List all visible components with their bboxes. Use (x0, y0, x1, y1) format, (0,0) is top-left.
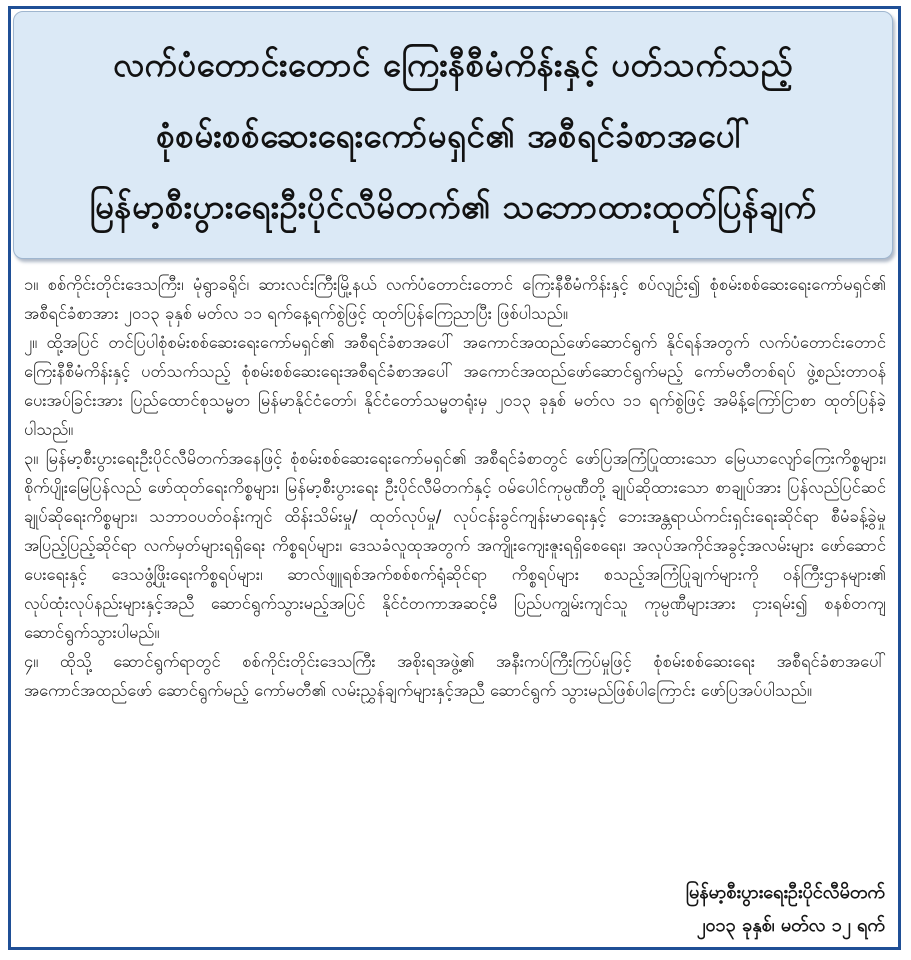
title-line-1: လက်ပံတောင်းတောင် ကြေးနီစီမံကိန်းနှင့် ပတ်သက်သည့် (112, 44, 794, 84)
paragraph-1: ၁။ စစ်ကိုင်းတိုင်းဒေသကြီး၊ မုံရွာခရိုင်၊ ဆားလင်းကြီးမြို့နယ် လက်ပံတောင်းတောင် ကြေးနီစီမံကိန်းနှင့် စပ်လျဉ်း၍ စုံစမ်းစစ်ဆေးရေးကော်မရှင်၏ အစီရင်ခံစာအား ၂၀၁၃ ခုနှစ် မတ်လ ၁၁ ရက်နေ့ရက်စွဲဖြင့် ထုတ်ပြန်ကြေညာပြီး ဖြစ်ပါသည်။ (24, 275, 886, 323)
title-box (13, 11, 893, 259)
statement-body (24, 270, 886, 705)
paragraph-2: ၂။ ထို့အပြင် တင်ပြပါစုံစမ်းစစ်ဆေးရေးကော်မရှင်၏ အစီရင်ခံစာအပေါ် အကောင်အထည်ဖော်ဆောင်ရွက် နိုင်ရန်အတွက် လက်ပံတောင်းတောင် ကြေးနီစီမံကိန်းနှင့် ပတ်သက်သည့် စုံစမ်းစစ်ဆေးရေးအစီရင်ခံစာအပေါ် အကောင်အထည်ဖော်ဆောင်ရွက်မည့် ကော်မတီတစ်ရပ် ဖွဲ့စည်းတာဝန်ပေးအပ်ခြင်းအား ပြည်ထောင်စုသမ္မတ မြန်မာနိုင်ငံတော်၊ နိုင်ငံတော်သမ္မတရုံးမှ ၂၀၁၃ ခုနှစ် မတ်လ ၁၁ ရက်စွဲဖြင့် အမိန့်ကြော်ငြာစာ ထုတ်ပြန်ခဲ့ပါသည်။ (24, 333, 886, 439)
signature-date: ၂၀၁၃ ခုနှစ်၊ မတ်လ ၁၂ ရက် (696, 915, 885, 936)
signature-block (686, 876, 885, 942)
title-line-3: မြန်မာ့စီးပွားရေးဦးပိုင်လီမိတက်၏ သဘောထားထုတ်ပြန်ချက် (89, 186, 817, 226)
paragraph-4: ၄။ ထိုသို့ ဆောင်ရွက်ရာတွင် စစ်ကိုင်းတိုင်းဒေသကြီး အစိုးရအဖွဲ့၏ အနီးကပ်ကြီးကြပ်မှုဖြင့် စုံစမ်းစစ်ဆေးရေး အစီရင်ခံစာအပေါ် အကောင်အထည်ဖော် ဆောင်ရွက်မည့် ကော်မတီ၏ လမ်းညွှန်ချက်များနှင့်အညီ ဆောင်ရွက် သွားမည်ဖြစ်ပါကြောင်း ဖော်ပြအပ်ပါသည်။ (24, 652, 886, 700)
paragraph-3: ၃။ မြန်မာ့စီးပွားရေးဦးပိုင်လီမိတက်အနေဖြင့် စုံစမ်းစစ်ဆေးရေးကော်မရှင်၏ အစီရင်ခံစာတွင် ဖော်ပြအကြံပြုထားသော မြေယာလျော်ကြေးကိစ္စများ၊ စိုက်ပျိုးမြေပြန်လည် ဖော်ထုတ်ရေးကိစ္စများ၊ မြန်မာ့စီးပွားရေး ဦးပိုင်လီမိတက်နှင့် ဝမ်ပေါင်ကုမ္ပဏီတို့ ချုပ်ဆိုထားသော စာချုပ်အား ပြန်လည်ပြင်ဆင်ချုပ်ဆိုရေးကိစ္စများ၊ သဘာဝပတ်ဝန်းကျင် ထိန်းသိမ်းမှု/ ထုတ်လုပ်မှု/ လုပ်ငန်းခွင်ကျန်းမာရေးနှင့် ဘေးအန္တရာယ်ကင်းရှင်းရေးဆိုင်ရာ စီမံခန့်ခွဲမှု အပြည့်ပြည့်ဆိုင်ရာ လက်မှတ်များရရှိရေး ကိစ္စရပ်များ၊ ဒေသခံလူထုအတွက် အကျိုးကျေးဇူးရရှိစေရေး၊ အလုပ်အကိုင်အခွင့်အလမ်းများ ဖော်ဆောင်ပေးရေးနှင့် ဒေသဖွံ့ဖြိုးရေးကိစ္စရပ်များ၊ ဆာလ်ဖျူရစ်အက်စစ်စက်ရုံဆိုင်ရာ ကိစ္စရပ်များ စသည့်အကြံပြုချက်များကို ဝန်ကြီးဌာနများ၏ လုပ်ထုံးလုပ်နည်းများနှင့်အညီ ဆောင်ရွက်သွားမည့်အပြင် နိုင်ငံတကာအဆင့်မီ ပြည်ပကျွမ်းကျင်သူ ကုမ္ပဏီများအား ငှားရမ်း၍ စနစ်တကျ ဆောင်ရွက်သွားပါမည်။ (24, 449, 886, 642)
signature-org: မြန်မာ့စီးပွားရေးဦးပိုင်လီမိတက် (685, 882, 885, 903)
title-line-2: စုံစမ်းစစ်ဆေးရေးကော်မရှင်၏ အစီရင်ခံစာအပေါ် (156, 115, 750, 155)
